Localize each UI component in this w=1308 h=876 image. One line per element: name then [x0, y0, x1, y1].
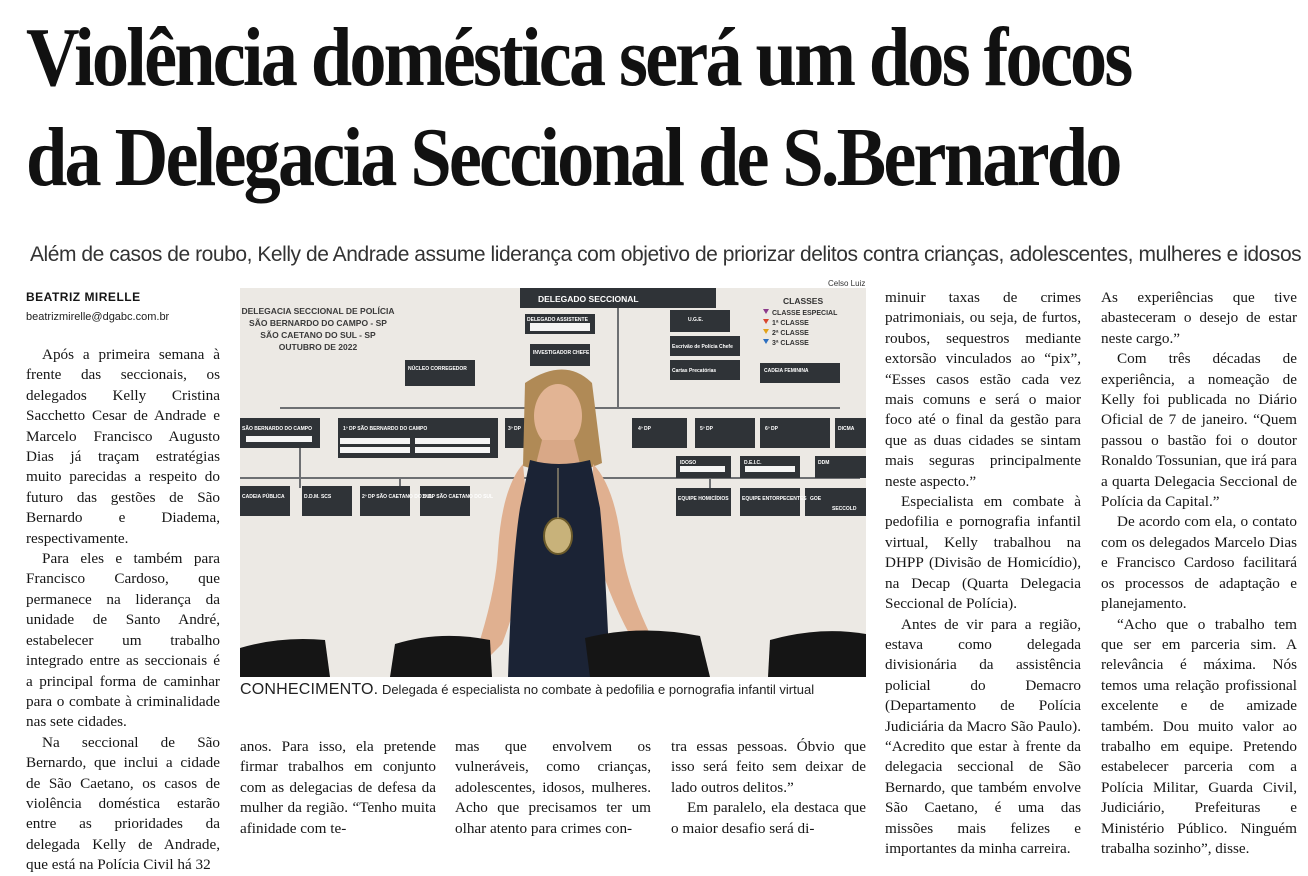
legend-title: CLASSES [783, 296, 824, 306]
legend-item: CLASSE ESPECIAL [772, 310, 838, 317]
byline-email: beatrizmirelle@dgabc.com.br [26, 311, 170, 323]
paragraph: Com três décadas de experiência, a nomeação de Kelly foi publicada no Diário Oficial de 7 de janeiro. “Quem passou o bastão foi o doutor Ronaldo Tossunian, que irá para a quarta Delegacia Seccional de Polícia da Capital.” [1101, 350, 1297, 511]
article-column-4 [671, 737, 866, 839]
paragraph: Antes de vir para a região, estava como delegada divisionária da assistência policial do Demacro (Departamento de Polícia Judiciária da Macro São Paulo). “Acredito que estar à frente da delegacia seccional de São Bernardo, que também envolve São Caetano, é uma das missões mais felizes e importantes da minha carreira. [885, 615, 1081, 857]
board-box-label: 2º DP SÃO CAETANO DO SUL [362, 494, 434, 500]
photo-illustration [240, 288, 866, 677]
headline-line-2: da Delegacia Seccional de S.Bernardo [26, 111, 1120, 204]
board-caption-line: SÃO CAETANO DO SUL - SP [260, 330, 376, 340]
caption-text: Delegada é especialista no combate à pedofilia e pornografia infantil virtual [381, 682, 815, 697]
article-photo [240, 288, 866, 677]
legend-item: 1ª CLASSE [772, 320, 809, 327]
legend-item: 3ª CLASSE [772, 340, 809, 347]
paragraph: tra essas pessoas. Óbvio que isso será feito sem deixar de lado outros delitos.” [671, 738, 866, 796]
board-box-label: D.D.M. SCS [304, 494, 332, 500]
paragraph: Para eles e também para Francisco Cardoso, que permanece na liderança da unidade de Santo André, estabelecer um trabalho integrado entre as seccionais é a principal forma de caminhar para o combate à criminalidade nas sete cidades. [26, 550, 220, 731]
legend-item: 2ª CLASSE [772, 330, 809, 337]
paragraph: As experiências que tive abasteceram o desejo de estar neste cargo.” [1101, 289, 1297, 347]
paragraph: Em paralelo, ela destaca que o maior desafio será di- [671, 799, 866, 837]
board-caption-line: OUTUBRO DE 2022 [278, 342, 358, 352]
article-column-3 [455, 737, 651, 839]
paragraph: Na seccional de São Bernardo, que inclui a cidade de São Caetano, os casos de violência doméstica estarão entre as prioridades da delegada Kelly de Andrade, que está na Polícia Civil há 32 [26, 733, 220, 874]
board-box-label: NÚCLEO CORREGEDOR [408, 366, 467, 372]
photo-caption [240, 681, 870, 699]
board-box-label: 1º DP SÃO CAETANO DO SUL [422, 494, 494, 500]
board-box-label: INVESTIGADOR CHEFE [533, 350, 590, 356]
board-box-label: 3º DP [508, 426, 521, 432]
caption-kicker: CONHECIMENTO. [240, 681, 379, 698]
board-caption-line: DELEGACIA SECCIONAL DE POLÍCIA [241, 306, 395, 316]
article-column-5 [885, 288, 1081, 859]
board-box-label: SÃO BERNARDO DO CAMPO [242, 426, 313, 432]
board-box-label: SECCOLD [832, 506, 857, 512]
paragraph: minuir taxas de crimes patrimoniais, ou seja, de furtos, roubos, sequestros mediante extorsão vinculados ao “pix”, “Esses casos estão cada vez mais comuns e será o maior foco até o final da gestão para que as duas cidades se sintam mais seguras principalmente neste aspecto.” [885, 289, 1081, 490]
board-box-label: EQUIPE ENTORPECENTES [742, 496, 807, 502]
article-column-1 [26, 345, 220, 876]
board-top-label: DELEGADO SECCIONAL [538, 294, 639, 304]
paragraph: Após a primeira semana à frente das seccionais, os delegados Kelly Cristina Sacchetto Cesar de Andrade e Marcelo Francisco Augusto Dias já traçam estratégias muito parecidas a respeito do futuro das gestões de São Bernardo e Diadema, respectivamente. [26, 346, 220, 547]
board-box-label: CADEIA FEMININA [764, 368, 809, 374]
board-box-label: D.E.I.C. [744, 460, 762, 466]
subheadline: Além de casos de roubo, Kelly de Andrade assume liderança com objetivo de priorizar delitos contra crianças, adolescentes, mulheres e idosos [30, 243, 1302, 266]
photo-credit: Celso Luiz [828, 279, 866, 288]
board-box-label: U.G.E. [688, 317, 704, 323]
paragraph: mas que envolvem os vulneráveis, como crianças, adolescentes, idosos, mulheres. Acho que precisamos ter um olhar atento para crimes con- [455, 738, 651, 837]
board-box-label: IDOSO [680, 460, 697, 466]
board-box-label: Cartas Precatórias [672, 368, 717, 374]
board-box-label: 1º DP SÃO BERNARDO DO CAMPO [343, 426, 428, 432]
article-column-2 [240, 737, 436, 839]
article-column-6 [1101, 288, 1297, 859]
board-box-label: Escrivão de Polícia Chefe [672, 344, 733, 350]
board-caption-line: SÃO BERNARDO DO CAMPO - SP [249, 318, 387, 328]
board-box-label: 4º DP [638, 426, 651, 432]
board-box-label: DICMA [838, 426, 855, 432]
board-box-label: 6º DP [765, 426, 778, 432]
board-box-label: DELEGADO ASSISTENTE [527, 317, 588, 323]
paragraph: De acordo com ela, o contato com os delegados Marcelo Dias e Francisco Cardoso facilitará os processos de adaptação e planejamento. [1101, 513, 1297, 613]
paragraph: anos. Para isso, ela pretende firmar trabalhos em conjunto com as delegacias de defesa da mulher da região. “Tenho muita afinidade com te- [240, 738, 436, 837]
paragraph: “Acho que o trabalho tem que ser em parceria sim. A relevância é máxima. Nós temos uma relação profissional excelente e de amizade também. Dou muito valor ao trabalho em equipe. Pretendo estabelecer parceria com a Polícia Militar, Guarda Civil, Judiciário, Prefeituras e Ministério Público. Ninguém trabalha sozinho”, disse. [1101, 615, 1297, 857]
board-box-label: EQUIPE HOMICÍDIOS [678, 496, 729, 502]
board-box-label: 5º DP [700, 426, 713, 432]
paragraph: Especialista em combate à pedofilia e pornografia infantil virtual, Kelly trabalhou na DHPP (Divisão de Homicídio), na Decap (Quarta Delegacia Seccional de Polícia). [885, 493, 1081, 613]
headline [26, 8, 1150, 208]
board-box-label: DDM [818, 460, 830, 466]
board-box-label: CADEIA PÚBLICA [242, 494, 285, 500]
board-box-label: GOE [810, 496, 822, 502]
byline-author: BEATRIZ MIRELLE [26, 290, 141, 304]
headline-line-1: Violência doméstica será um dos focos [26, 11, 1131, 104]
